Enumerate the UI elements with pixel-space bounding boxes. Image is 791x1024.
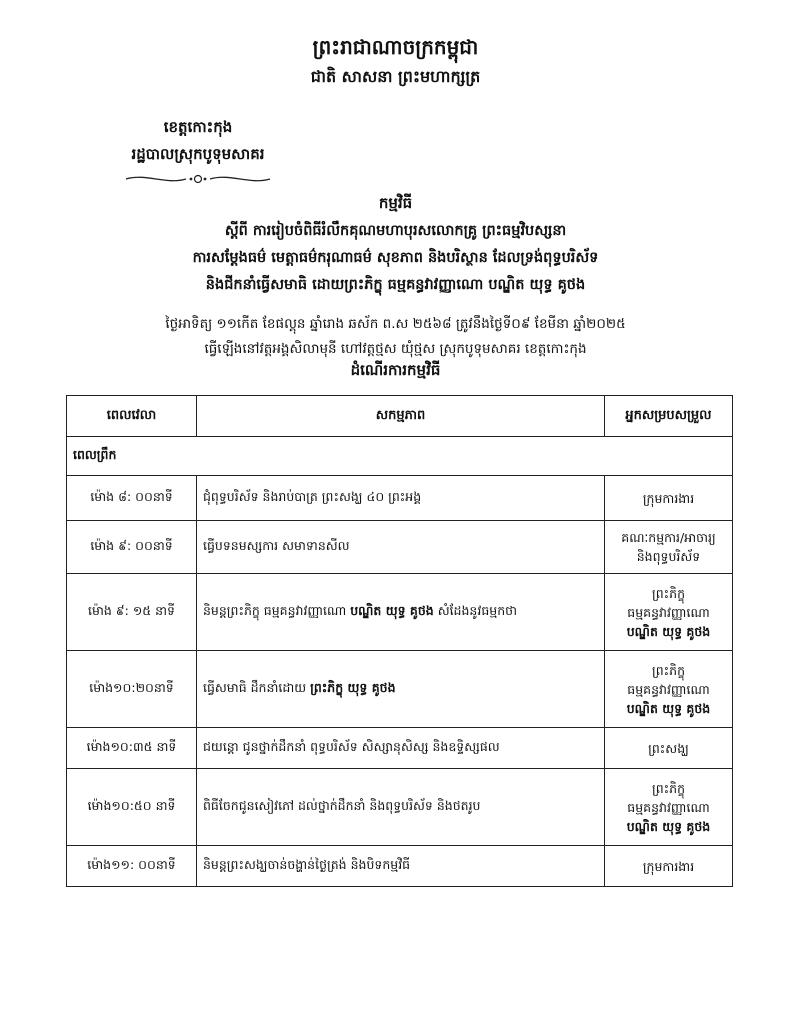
province-name: ខេត្តកោះកុង xyxy=(163,118,233,136)
subject-block xyxy=(0,218,791,299)
coordinator-line: ក្រុមការងារ xyxy=(642,490,695,506)
row-time: ម៉ោង ៩: ១៥ នាទី xyxy=(67,574,197,651)
program-title: ដំណើរការកម្មវិធី xyxy=(350,361,441,379)
subject-line-2: ការសម្តែងធម៌ មេត្តាធម៌ករុណាធម៌ សុខភាព និងបរិស្ថាន ដែលទ្រង់ពុទ្ធបរិស័ទ xyxy=(192,250,599,266)
row-activity xyxy=(197,728,605,769)
coordinator-line: ព្រះភិក្ខុ xyxy=(651,780,686,796)
coordinator-line: ធម្មគន្ធវាវញ្ញាណោ xyxy=(627,681,710,697)
coordinator-line: ព្រះសង្ឃ xyxy=(648,740,689,756)
row-coordinator xyxy=(605,651,733,728)
row-coordinator xyxy=(605,769,733,846)
table-header-row xyxy=(67,396,733,437)
row-coordinator xyxy=(605,521,733,574)
row-time: ម៉ោង១១: ០០នាទី xyxy=(67,846,197,887)
activity-text: ជុំពុទ្ធបរិស័ទ និងរាប់បាត្រ ព្រះសង្ឃ ៤០ ព្រះអង្គ xyxy=(203,488,422,504)
table-row xyxy=(67,574,733,651)
table-row xyxy=(67,521,733,574)
coordinator-line: និងពុទ្ធបរិស័ទ xyxy=(636,549,701,564)
row-coordinator xyxy=(605,574,733,651)
row-activity xyxy=(197,651,605,728)
document-type: កម្មវិធី xyxy=(378,194,413,212)
header-activity: សកម្មភាព xyxy=(197,396,605,437)
activity-text: ធ្វើបទនមស្សការ សមាទានសីល xyxy=(203,537,350,553)
subject-line-1: ស្តីពី ការរៀបចំពិធីរំលឹកគុណមហាបុរសលោកគ្រូ ព្រះធម្មវិបស្សនា xyxy=(224,223,567,239)
activity-text: និមន្តព្រះសង្ឃចាន់ចង្ហាន់ថ្ងៃត្រង់ និងបិទកម្មវិធី xyxy=(203,856,411,872)
row-activity xyxy=(197,769,605,846)
row-activity xyxy=(197,846,605,887)
activity-text: ធ្វើសមាធិ ដឹកនាំដោយ xyxy=(203,679,311,695)
table-row xyxy=(67,728,733,769)
activity-highlight: បណ្ឌិត យុទ្ធ គូថង xyxy=(350,602,434,618)
header-time: ពេលវេលា xyxy=(67,396,197,437)
header-coordinator: អ្នកសម្របសម្រួល xyxy=(605,396,733,437)
row-activity xyxy=(197,476,605,521)
row-activity xyxy=(197,574,605,651)
row-coordinator xyxy=(605,846,733,887)
row-time: ម៉ោង១០:៥០ នាទី xyxy=(67,769,197,846)
coordinator-line: គណៈកម្មការ/អាចារ្យ xyxy=(621,530,716,545)
table-row xyxy=(67,651,733,728)
section-row-morning xyxy=(67,437,733,476)
district-admin-name: រដ្ឋបាលស្រុកបូទុមសាគរ xyxy=(131,145,265,163)
schedule-table xyxy=(66,395,733,887)
row-coordinator xyxy=(605,728,733,769)
coordinator-line: ក្រុមការងារ xyxy=(642,858,695,874)
subject-line-3: និងជីកនាំធ្វើសមាធិ ដោយព្រះភិក្ខុ ធម្មគន្ធវាវញ្ញាណោ បណ្ឌិត យុទ្ធ គូថង xyxy=(205,277,586,293)
coordinator-line: បណ្ឌិត យុទ្ធ គូថង xyxy=(626,623,711,639)
section-morning: ពេលព្រឹក xyxy=(67,437,733,476)
table-row xyxy=(67,846,733,887)
activity-text: ជយន្តោ ជូនថ្នាក់ដឹកនាំ ពុទ្ធបរិស័ទ សិស្សានុសិស្ស និងឧទ្ទិស្សផល xyxy=(203,738,500,754)
activity-highlight: ព្រះភិក្ខុ យុទ្ធ គូថង xyxy=(310,679,396,695)
kingdom-motto: ជាតិ សាសនា ព្រះមហាក្សត្រ xyxy=(310,67,481,86)
row-coordinator xyxy=(605,476,733,521)
venue-line: ធ្វើឡើងនៅវត្តអង្គសិលាមុនី ហៅវត្តថ្មស យុំថ្មស ស្រុកបូទុមសាគរ ខេត្តកោះកុង xyxy=(204,341,587,357)
ornament-divider-icon xyxy=(118,172,278,186)
coordinator-line: ព្រះភិក្ខុ xyxy=(651,662,686,678)
row-time: ម៉ោង ៩: ០០នាទី xyxy=(67,521,197,574)
activity-text: និមន្តព្រះភិក្ខុ ធម្មគន្ធវាវញ្ញាណោ xyxy=(203,602,351,618)
coordinator-line: ព្រះភិក្ខុ xyxy=(651,585,686,601)
activity-text-end: សំដែងនូវធម្មកថា xyxy=(433,602,518,618)
coordinator-line: បណ្ឌិត យុទ្ធ គូថង xyxy=(626,700,711,716)
row-time: ម៉ោង១០:៣៥ នាទី xyxy=(67,728,197,769)
row-time: ម៉ោង ៨: ០០នាទី xyxy=(67,476,197,521)
date-line: ថ្ងៃអាទិត្យ ១១កើត ខែផល្គុន ឆ្នាំរោង ឆស័ក ព.ស ២៥៦៨ ត្រូវនឹងថ្ងៃទី០៩ ខែមីនា ឆ្នាំ២០២៥ xyxy=(165,316,626,332)
table-row xyxy=(67,476,733,521)
coordinator-line: ធម្មគន្ធវាវញ្ញាណោ xyxy=(627,799,710,815)
row-activity xyxy=(197,521,605,574)
kingdom-title: ព្រះរាជាណាចក្រកម្ពុជា xyxy=(312,35,479,59)
coordinator-line: ធម្មគន្ធវាវញ្ញាណោ xyxy=(627,604,710,620)
coordinator-line: បណ្ឌិត យុទ្ធ គូថង xyxy=(626,818,711,834)
table-row xyxy=(67,769,733,846)
activity-text: ពិធីចែកជូនសៀវភៅ ដល់ថ្នាក់ដឹកនាំ និងពុទ្ធបរិស័ទ និងថតរូប xyxy=(203,797,481,813)
row-time: ម៉ោង១០:២០នាទី xyxy=(67,651,197,728)
